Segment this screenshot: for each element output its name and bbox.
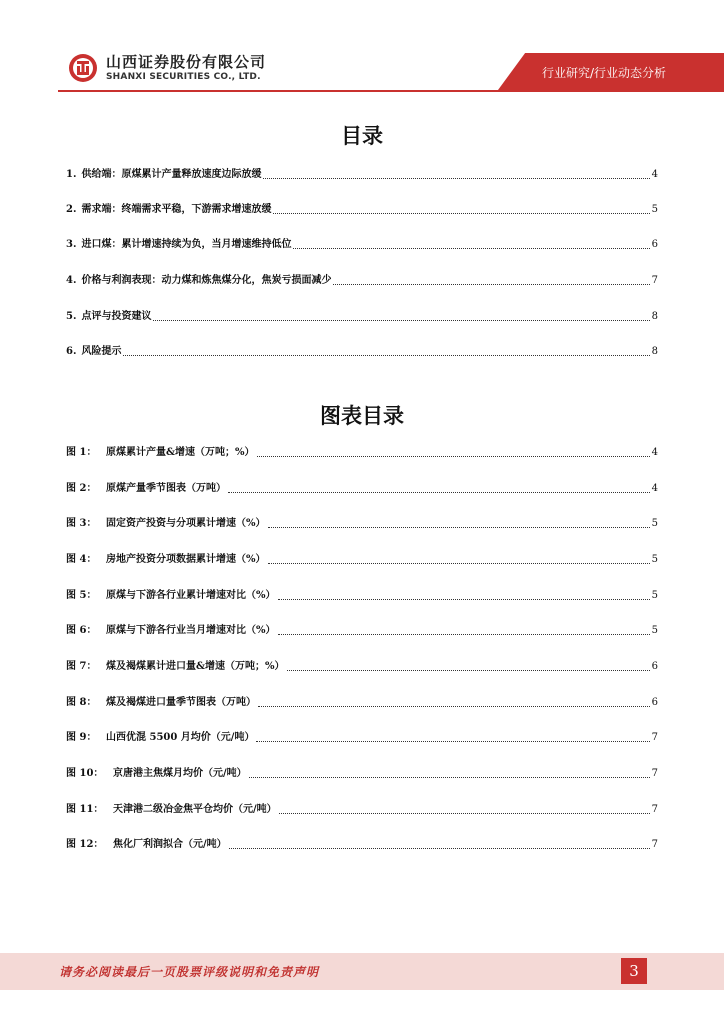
figure-number: 图 1：	[66, 447, 97, 458]
figure-page: 6	[651, 697, 658, 708]
figures-title: 图表目录	[320, 404, 404, 428]
leader-dots	[273, 213, 649, 214]
toc-item-number: 3.	[66, 239, 77, 250]
leader-dots	[229, 848, 650, 849]
page-header	[0, 0, 724, 100]
toc-title: 目录	[341, 124, 383, 148]
toc-item-number: 5.	[66, 311, 77, 322]
figure-number: 图 8：	[66, 697, 97, 708]
leader-dots	[256, 741, 649, 742]
company-name-cn: 山西证券股份有限公司	[106, 53, 267, 71]
figure-page: 5	[651, 590, 658, 601]
figure-page: 6	[651, 661, 658, 672]
figure-label: 房地产投资分项数据累计增速（%）	[106, 554, 266, 565]
figure-number: 图 11：	[66, 804, 104, 815]
leader-dots	[268, 563, 650, 564]
leader-dots	[249, 777, 650, 778]
figure-item[interactable]	[66, 444, 658, 460]
figure-number: 图 10：	[66, 768, 104, 779]
figure-label: 山西优混 5500 月均价（元/吨）	[106, 732, 255, 743]
toc-item[interactable]	[66, 272, 658, 288]
page-number: 3	[621, 958, 647, 984]
figure-number: 图 7：	[66, 661, 97, 672]
figure-item[interactable]	[66, 765, 658, 781]
figure-item[interactable]	[66, 622, 658, 638]
leader-dots	[293, 248, 649, 249]
figure-page: 5	[651, 518, 658, 529]
leader-dots	[228, 492, 650, 493]
toc-item-label: 价格与利润表现：动力煤和炼焦煤分化，焦炭亏损面减少	[81, 275, 332, 286]
figure-number: 图 12：	[66, 839, 104, 850]
disclaimer-notice: 请务必阅读最后一页股票评级说明和免责声明	[59, 965, 320, 979]
figure-item[interactable]	[66, 729, 658, 745]
leader-dots	[153, 320, 649, 321]
leader-dots	[287, 670, 650, 671]
toc-item-label: 风险提示	[81, 346, 122, 357]
figure-page: 7	[651, 839, 658, 850]
header-rule	[58, 90, 724, 92]
leader-dots	[123, 355, 649, 356]
figure-number: 图 9：	[66, 732, 97, 743]
toc-item-page: 6	[651, 239, 658, 250]
figure-page: 5	[651, 554, 658, 565]
company-name-en: SHANXI SECURITIES CO., LTD.	[106, 72, 261, 82]
figure-number: 图 6：	[66, 625, 97, 636]
figure-item[interactable]	[66, 587, 658, 603]
toc-item-number: 4.	[66, 275, 77, 286]
figure-item[interactable]	[66, 836, 658, 852]
figure-label: 煤及褐煤进口量季节图表（万吨）	[106, 697, 256, 708]
figure-page: 4	[651, 447, 658, 458]
figure-number: 图 4：	[66, 554, 97, 565]
figure-label: 固定资产投资与分项累计增速（%）	[106, 518, 266, 529]
toc-item[interactable]	[66, 236, 658, 252]
leader-dots	[258, 706, 650, 707]
figure-label: 原煤与下游各行业当月增速对比（%）	[106, 625, 276, 636]
figure-number: 图 3：	[66, 518, 97, 529]
leader-dots	[263, 178, 649, 179]
figure-number: 图 2：	[66, 483, 97, 494]
toc-item-page: 7	[651, 275, 658, 286]
figure-item[interactable]	[66, 801, 658, 817]
figure-item[interactable]	[66, 515, 658, 531]
figure-label: 天津港二级冶金焦平仓均价（元/吨）	[113, 804, 277, 815]
leader-dots	[278, 634, 650, 635]
figure-label: 煤及褐煤累计进口量&增速（万吨；%）	[106, 661, 285, 672]
toc-item[interactable]	[66, 308, 658, 324]
figure-item[interactable]	[66, 658, 658, 674]
toc-item-number: 2.	[66, 204, 77, 215]
toc-item-label: 需求端：终端需求平稳，下游需求增速放缓	[81, 204, 272, 215]
figure-item[interactable]	[66, 480, 658, 496]
figure-page: 5	[651, 625, 658, 636]
leader-dots	[257, 456, 650, 457]
leader-dots	[278, 599, 650, 600]
toc-item-number: 1.	[66, 169, 77, 180]
toc-item[interactable]	[66, 166, 658, 182]
figure-label: 原煤与下游各行业累计增速对比（%）	[106, 590, 276, 601]
figure-page: 7	[651, 768, 658, 779]
figure-number: 图 5：	[66, 590, 97, 601]
company-logo-icon	[68, 53, 98, 83]
figure-item[interactable]	[66, 694, 658, 710]
figure-label: 原煤产量季节图表（万吨）	[106, 483, 226, 494]
toc-item-number: 6.	[66, 346, 77, 357]
toc-item[interactable]	[66, 201, 658, 217]
leader-dots	[268, 527, 650, 528]
leader-dots	[333, 284, 649, 285]
toc-item[interactable]	[66, 343, 658, 359]
figure-label: 原煤累计产量&增速（万吨；%）	[106, 447, 255, 458]
figure-page: 7	[651, 732, 658, 743]
toc-item-page: 5	[651, 204, 658, 215]
figure-page: 7	[651, 804, 658, 815]
figure-label: 焦化厂利润拟合（元/吨）	[113, 839, 227, 850]
toc-item-label: 点评与投资建议	[81, 311, 152, 322]
toc-item-page: 8	[651, 311, 658, 322]
toc-item-label: 进口煤：累计增速持续为负，当月增速维持低位	[81, 239, 292, 250]
report-category: 行业研究/行业动态分析	[541, 66, 666, 80]
toc-item-label: 供给端：原煤累计产量释放速度边际放缓	[81, 169, 262, 180]
toc-item-page: 8	[651, 346, 658, 357]
figure-page: 4	[651, 483, 658, 494]
leader-dots	[279, 813, 650, 814]
toc-item-page: 4	[651, 169, 658, 180]
figure-label: 京唐港主焦煤月均价（元/吨）	[113, 768, 247, 779]
figure-item[interactable]	[66, 551, 658, 567]
